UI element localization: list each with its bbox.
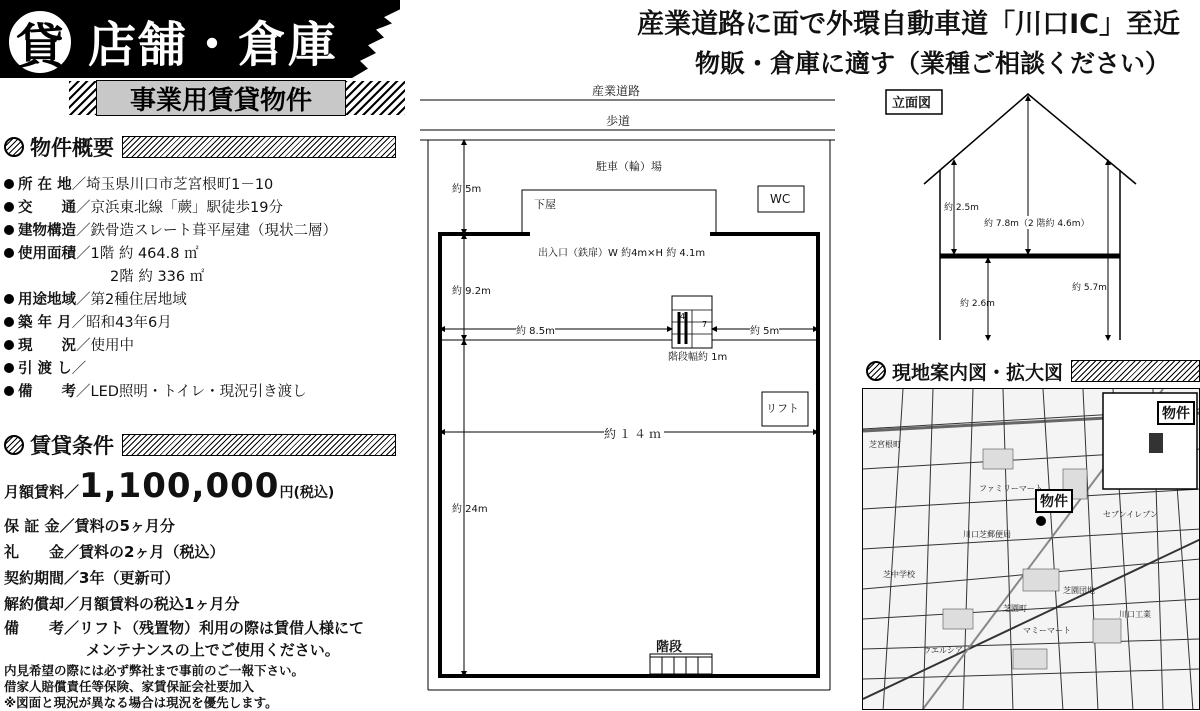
building-wall bbox=[440, 234, 818, 676]
overview-row: 建物構造／鉄骨造スレート葺平屋建（現状二層） bbox=[4, 220, 396, 243]
section-bullet-icon bbox=[866, 361, 886, 381]
dim-14m-label: 約１４ｍ bbox=[604, 427, 665, 441]
roof-line bbox=[924, 94, 1136, 184]
section-bar bbox=[1071, 360, 1200, 382]
overview-list bbox=[4, 174, 396, 404]
rent-row: 月額賃料／1,100,000円(税込) bbox=[4, 466, 335, 506]
elevation-7-8m: 約 7.8m（2 階約 4.6m） bbox=[984, 216, 1089, 229]
lease-row: 解約償却／月額賃料の税込1ヶ月分 bbox=[4, 595, 240, 613]
stair-step-4: 4 bbox=[680, 312, 686, 321]
page-title: 店舗・倉庫 bbox=[88, 17, 339, 73]
overview-row: 2階 約 336 ㎡ bbox=[110, 269, 205, 285]
overview-row: 備 考／LED照明・トイレ・現況引き渡し bbox=[4, 381, 396, 404]
map-property-marker-inset: 物件 bbox=[1157, 401, 1195, 425]
overview-row: 用途地域／第2種住居地域 bbox=[4, 289, 396, 312]
lease-heading bbox=[4, 432, 396, 458]
dim-24m-label: 約 24m bbox=[452, 504, 488, 515]
page-subtitle bbox=[96, 80, 346, 116]
lease-heading-text: 賃貸条件 bbox=[30, 434, 114, 458]
elevation-title: 立面図 bbox=[892, 96, 932, 111]
headline-sub: 物販・倉庫に適す（業種ご相談ください） bbox=[694, 49, 1170, 78]
overview-row: 使用面積／1階 約 464.8 ㎡ bbox=[4, 243, 396, 266]
road-label: 産業道路 bbox=[592, 84, 641, 98]
elevation-5-7m: 約 5.7m bbox=[1072, 283, 1107, 293]
dim-5m-mid-label: 約 5m bbox=[750, 322, 779, 337]
overview-row: 所 在 地／埼玉県川口市芝宮根町1－10 bbox=[4, 174, 396, 197]
lease-list bbox=[4, 466, 400, 711]
lease-notes: 内見希望の際には必ず弊社まで事前のご一報下さい。 借家人賠償責任等保険、家賃保証会社要加入 ※図面と現況が異なる場合は現況を優先します。 bbox=[4, 663, 305, 710]
elevation-2-5m: 約 2.5m bbox=[944, 203, 979, 213]
section-bullet-icon bbox=[4, 137, 24, 157]
map-roads bbox=[863, 389, 1200, 710]
entrance-label: 出入口（鉄扉）W 約4m×H 約 4.1m bbox=[538, 248, 706, 259]
lease-row: メンテナンスの上でご使用ください。 bbox=[86, 641, 340, 659]
location-map[interactable]: 物件 物件 芝宮根町 芝園団地 川口芝郵便局 芝中学校 マミーマート ファミリーマート 芝園町 川口工業 セブンイレブン ウエルシア bbox=[862, 388, 1200, 710]
stair-step-7: 7 bbox=[702, 320, 708, 329]
sidewalk-label: 歩道 bbox=[606, 114, 631, 128]
stair-width-label: 階段幅約 1m bbox=[668, 352, 728, 363]
overview-row: 築 年 月／昭和43年6月 bbox=[4, 312, 396, 335]
subtitle-text: 事業用賃貸物件 bbox=[129, 85, 312, 116]
lease-row: 備 考／リフト（残置物）利用の際は賃借人様にて bbox=[4, 619, 365, 637]
stairs-label: 階段 bbox=[656, 640, 683, 655]
headline: 産業道路に面で外環自動車道「川口IC」至近 bbox=[637, 9, 1180, 40]
shed-label: 下屋 bbox=[534, 198, 556, 211]
parking-label: 駐車（輪）場 bbox=[596, 160, 662, 173]
elevation-2-6m: 約 2.6m bbox=[960, 299, 995, 309]
rent-price: 1,100,000 bbox=[79, 466, 280, 506]
map-heading bbox=[866, 358, 1200, 384]
dim-9-2m-label: 約 9.2m bbox=[452, 286, 491, 297]
overview-row: 交 通／京浜東北線「蕨」駅徒歩19分 bbox=[4, 197, 396, 220]
lease-badge: 貸 bbox=[6, 8, 74, 76]
dim-8-5m-label: 約 8.5m bbox=[516, 322, 555, 337]
overview-row: 現 況／使用中 bbox=[4, 335, 396, 358]
map-heading-text: 現地案内図・拡大図 bbox=[892, 361, 1064, 384]
section-bullet-icon bbox=[4, 435, 24, 455]
overview-heading-text: 物件概要 bbox=[30, 136, 114, 160]
overview-heading bbox=[4, 134, 396, 160]
lease-row: 契約期間／3年（更新可） bbox=[4, 569, 180, 587]
map-property-marker: 物件 bbox=[1035, 489, 1073, 513]
wc-label: WC bbox=[770, 192, 791, 206]
lift-label: リフト bbox=[766, 402, 799, 415]
lease-row: 礼 金／賃料の2ヶ月（税込） bbox=[4, 543, 225, 561]
section-bar bbox=[122, 136, 396, 158]
lease-row: 保 証 金／賃料の5ヶ月分 bbox=[4, 517, 175, 535]
overview-row: 引 渡 し／ bbox=[4, 358, 396, 381]
dim-5m-label: 約 5m bbox=[452, 184, 482, 195]
section-bar bbox=[122, 434, 396, 456]
